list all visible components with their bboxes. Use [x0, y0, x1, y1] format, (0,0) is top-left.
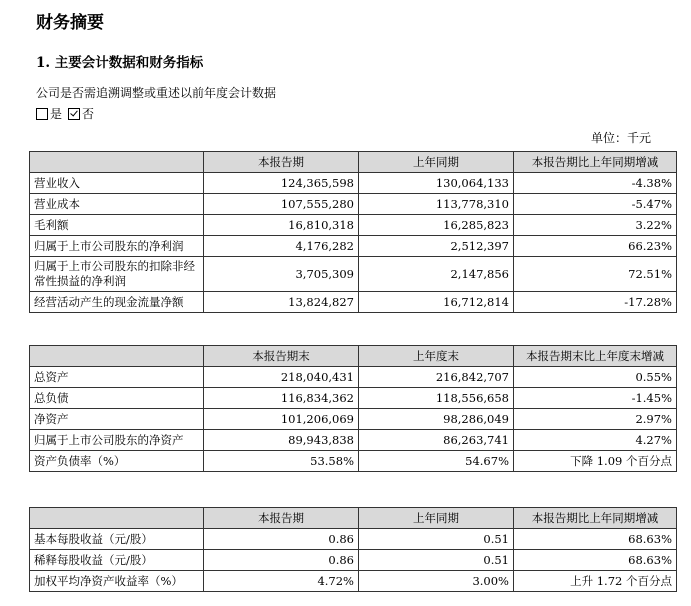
table-cell: 4.27% [514, 430, 677, 451]
row-label: 基本每股收益（元/股） [30, 529, 204, 550]
row-label: 资产负债率（%） [30, 451, 204, 472]
row-label: 经营活动产生的现金流量净额 [30, 292, 204, 313]
header-cell: 本报告期比上年同期增减 [514, 508, 677, 529]
table-cell: 3,705,309 [204, 257, 359, 292]
table-row [30, 367, 677, 388]
table-cell: 54.67% [359, 451, 514, 472]
table-cell: 0.86 [204, 550, 359, 571]
header-cell: 上年同期 [359, 508, 514, 529]
header-cell: 上年度末 [359, 346, 514, 367]
row-label: 净资产 [30, 409, 204, 430]
table-cell: 3.00% [359, 571, 514, 592]
table-cell: 2,147,856 [359, 257, 514, 292]
table-row [30, 257, 677, 292]
header-cell: 本报告期末比上年度末增减 [514, 346, 677, 367]
table-cell: -4.38% [514, 173, 677, 194]
table-cell: 124,365,598 [204, 173, 359, 194]
section-subtitle: 1. 主要会计数据和财务指标 [36, 55, 204, 71]
table-row [30, 388, 677, 409]
table-cell: 0.51 [359, 550, 514, 571]
table-cell: 4,176,282 [204, 236, 359, 257]
table-row [30, 292, 677, 313]
table-cell: 16,712,814 [359, 292, 514, 313]
table-cell: 68.63% [514, 529, 677, 550]
table-row [30, 430, 677, 451]
table-cell: 98,286,049 [359, 409, 514, 430]
table-cell: 68.63% [514, 550, 677, 571]
table-cell: 3.22% [514, 215, 677, 236]
row-label: 归属于上市公司股东的扣除非经常性损益的净利润 [30, 257, 204, 292]
header-cell: 本报告期 [204, 508, 359, 529]
table-cell: 0.55% [514, 367, 677, 388]
header-cell: 本报告期末 [204, 346, 359, 367]
table-row [30, 571, 677, 592]
balance-sheet-table [29, 345, 677, 472]
row-label: 营业成本 [30, 194, 204, 215]
table-cell: 53.58% [204, 451, 359, 472]
choice-no-label: 否 [82, 107, 95, 121]
table-row [30, 529, 677, 550]
row-label: 营业收入 [30, 173, 204, 194]
table-cell: 0.51 [359, 529, 514, 550]
table-cell: 113,778,310 [359, 194, 514, 215]
table-cell: 130,064,133 [359, 173, 514, 194]
table-row [30, 215, 677, 236]
table-cell: 2,512,397 [359, 236, 514, 257]
table-cell: 116,834,362 [204, 388, 359, 409]
table-cell: 89,943,838 [204, 430, 359, 451]
table-row [30, 451, 677, 472]
table-cell: 118,556,658 [359, 388, 514, 409]
header-cell: 本报告期比上年同期增减 [514, 152, 677, 173]
per-share-table [29, 507, 677, 592]
unit-label: 单位：千元 [590, 131, 651, 145]
checked-box-icon[interactable] [68, 108, 80, 120]
table-cell: 86,263,741 [359, 430, 514, 451]
table-cell: 216,842,707 [359, 367, 514, 388]
header-cell [30, 152, 204, 173]
row-label: 总负债 [30, 388, 204, 409]
header-cell [30, 346, 204, 367]
table-cell: 4.72% [204, 571, 359, 592]
table-cell: 0.86 [204, 529, 359, 550]
row-label: 加权平均净资产收益率（%） [30, 571, 204, 592]
row-label: 归属于上市公司股东的净利润 [30, 236, 204, 257]
table-cell: 72.51% [514, 257, 677, 292]
table-cell: 13,824,827 [204, 292, 359, 313]
table-row [30, 409, 677, 430]
table-cell: 107,555,280 [204, 194, 359, 215]
table-row [30, 194, 677, 215]
restatement-choices [36, 105, 98, 122]
row-label: 归属于上市公司股东的净资产 [30, 430, 204, 451]
page-title: 财务摘要 [36, 13, 104, 33]
header-cell: 上年同期 [359, 152, 514, 173]
table-row [30, 236, 677, 257]
row-label: 稀释每股收益（元/股） [30, 550, 204, 571]
table-row [30, 550, 677, 571]
choice-yes-label: 是 [50, 107, 63, 121]
table-cell: 218,040,431 [204, 367, 359, 388]
table-cell: -17.28% [514, 292, 677, 313]
unchecked-box-icon[interactable] [36, 108, 48, 120]
table-cell: 16,810,318 [204, 215, 359, 236]
row-label: 总资产 [30, 367, 204, 388]
table-cell: -5.47% [514, 194, 677, 215]
choice-yes[interactable] [36, 105, 62, 122]
table-cell: 2.97% [514, 409, 677, 430]
restatement-question: 公司是否需追溯调整或重述以前年度会计数据 [36, 86, 277, 100]
row-label: 毛利额 [30, 215, 204, 236]
table-cell: 101,206,069 [204, 409, 359, 430]
header-cell: 本报告期 [204, 152, 359, 173]
choice-no[interactable] [68, 105, 94, 122]
table-header-row [30, 508, 677, 529]
table-cell: 66.23% [514, 236, 677, 257]
table-cell: 16,285,823 [359, 215, 514, 236]
header-cell [30, 508, 204, 529]
accounting-data-table [29, 151, 677, 313]
table-header-row [30, 346, 677, 367]
table-header-row [30, 152, 677, 173]
table-cell: 上升 1.72 个百分点 [514, 571, 677, 592]
table-row [30, 173, 677, 194]
table-cell: 下降 1.09 个百分点 [514, 451, 677, 472]
table-cell: -1.45% [514, 388, 677, 409]
